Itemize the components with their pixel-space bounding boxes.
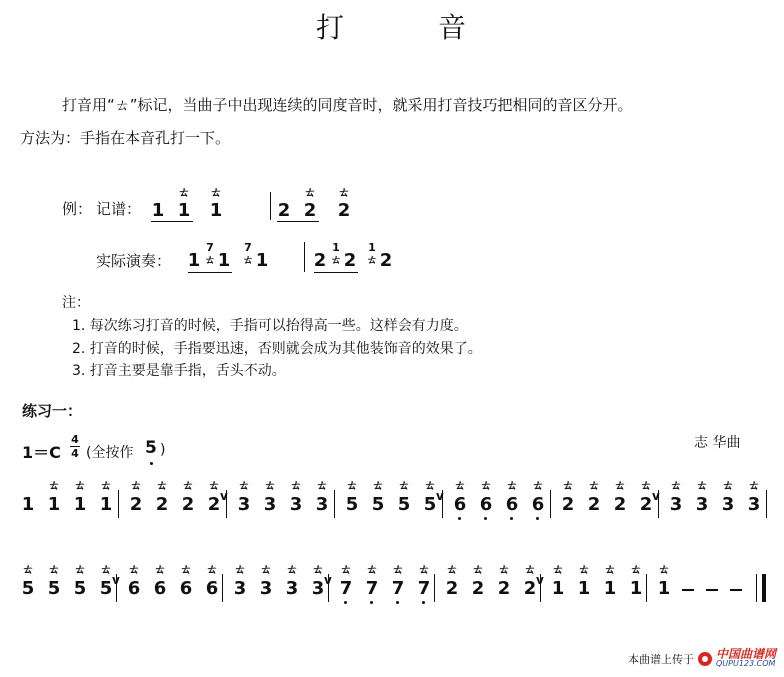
da-mark: ㄊ [47, 562, 60, 576]
score-note: 5 [397, 494, 411, 515]
bar-line [116, 574, 117, 602]
da-mark: ㄊ [613, 478, 626, 492]
da-mark: ㄊ [639, 478, 652, 492]
example-label: 例： [62, 200, 93, 218]
da-mark: ㄊ [177, 185, 190, 199]
score-note: 2 [497, 578, 511, 599]
actual-label: 实际演奏： [96, 252, 172, 270]
da-mark: ㄊ [505, 478, 518, 492]
score-note: 1 [577, 578, 591, 599]
da-mark: ㄊ [453, 478, 466, 492]
score-note: 3 [289, 494, 303, 515]
score-note: 1 [99, 494, 113, 515]
low-octave-dot [396, 601, 399, 604]
bar-line [756, 574, 757, 602]
da-mark: ㄊ [99, 478, 112, 492]
fingering-prefix: (全按作 [86, 445, 134, 461]
score-note: 1 [629, 578, 643, 599]
score-note: 1 [73, 494, 87, 515]
da-mark: ㄊ [209, 185, 222, 199]
actual-note: 2 [379, 250, 393, 271]
da-mark: ㄊ [423, 478, 436, 492]
grace-mark: ㄊ [366, 253, 378, 266]
da-mark: ㄊ [73, 478, 86, 492]
fingering-note: 5 [145, 438, 157, 458]
da-mark: ㄊ [303, 185, 316, 199]
score-note: 6 [153, 578, 167, 599]
da-mark: ㄊ [561, 478, 574, 492]
score-note: 2 [155, 494, 169, 515]
da-mark: ㄊ [397, 478, 410, 492]
bar-line [540, 574, 541, 602]
score-note: 5 [73, 578, 87, 599]
da-mark: ㄊ [315, 478, 328, 492]
da-mark: ㄊ [289, 478, 302, 492]
score-note: 6 [205, 578, 219, 599]
low-octave-dot [370, 601, 373, 604]
score-note: 5 [371, 494, 385, 515]
grace-note: 7 [206, 241, 214, 254]
final-bar [762, 574, 766, 602]
actual-note: 1 [255, 250, 269, 271]
da-mark: ㄊ [337, 185, 350, 199]
score-note: 1 [657, 578, 671, 599]
da-mark: ㄊ [531, 478, 544, 492]
score-note: 6 [179, 578, 193, 599]
da-mark: ㄊ [523, 562, 536, 576]
score-note: 1 [551, 578, 565, 599]
breath-mark: v [436, 489, 444, 503]
da-mark: ㄊ [497, 562, 510, 576]
bar-line [442, 490, 443, 518]
actual-note: 1 [217, 250, 231, 271]
score-note: 2 [587, 494, 601, 515]
score-note: 3 [285, 578, 299, 599]
low-octave-dot [422, 601, 425, 604]
grace-note: 7 [244, 241, 252, 254]
key-signature: 1＝C [22, 443, 61, 462]
title-part-1: 打 [315, 11, 346, 44]
score-note: 7 [391, 578, 405, 599]
page-title [0, 6, 784, 46]
bar-line [118, 490, 119, 518]
score-note: 1 [47, 494, 61, 515]
da-mark: ㄊ [577, 562, 590, 576]
da-mark: ㄊ [205, 562, 218, 576]
da-mark: ㄊ [471, 562, 484, 576]
da-mark: ㄊ [73, 562, 86, 576]
dash [682, 589, 694, 591]
notation-note: 1 [177, 200, 191, 221]
da-mark: ㄊ [259, 562, 272, 576]
da-mark: ㄊ [339, 562, 352, 576]
score-note: 1 [21, 494, 35, 515]
da-mark: ㄊ [445, 562, 458, 576]
score-note: 2 [207, 494, 221, 515]
bar-line [222, 574, 223, 602]
da-mark: ㄊ [603, 562, 616, 576]
underline [314, 272, 358, 273]
score-note: 2 [561, 494, 575, 515]
score-note: 3 [669, 494, 683, 515]
da-mark: ㄊ [371, 478, 384, 492]
score-note: 3 [259, 578, 273, 599]
da-mark: ㄊ [179, 562, 192, 576]
actual-note: 1 [187, 250, 201, 271]
fingering-suffix: ) [160, 442, 166, 458]
intro-line-1: 打音用“ㄊ”标记，当曲子中出现连续的同度音时，就采用打音技巧把相同的音区分开。 [62, 96, 633, 114]
title-part-2: 音 [438, 11, 469, 44]
da-mark: ㄊ [181, 478, 194, 492]
low-octave-dot [510, 517, 513, 520]
bar-line [766, 490, 767, 518]
score-note: 6 [531, 494, 545, 515]
score-note: 3 [695, 494, 709, 515]
score-note: 7 [417, 578, 431, 599]
score-note: 3 [233, 578, 247, 599]
grace-mark: ㄊ [242, 253, 254, 266]
bar-line [334, 490, 335, 518]
da-mark: ㄊ [21, 562, 34, 576]
da-mark: ㄊ [237, 478, 250, 492]
da-mark: ㄊ [721, 478, 734, 492]
site-name[interactable]: 中国曲谱网 [715, 647, 776, 661]
da-mark: ㄊ [669, 478, 682, 492]
da-mark: ㄊ [127, 562, 140, 576]
da-mark: ㄊ [747, 478, 760, 492]
underline [188, 272, 232, 273]
score-note: 3 [315, 494, 329, 515]
bar-line [550, 490, 551, 518]
breath-mark: v [652, 489, 660, 503]
note-item-2: 2. 打音的时候，手指要迅速，否则就会成为其他装饰音的效果了。 [72, 341, 482, 357]
da-mark: ㄊ [233, 562, 246, 576]
score-note: 3 [311, 578, 325, 599]
notation-note: 2 [277, 200, 291, 221]
da-mark: ㄊ [155, 478, 168, 492]
score-note: 2 [445, 578, 459, 599]
score-note: 2 [639, 494, 653, 515]
underline [277, 221, 319, 222]
score-note: 7 [339, 578, 353, 599]
time-top: 4 [71, 433, 79, 446]
notation-label: 记谱： [96, 200, 142, 218]
score-note: 5 [21, 578, 35, 599]
note-item-3: 3. 打音主要是靠手指，舌头不动。 [72, 363, 286, 379]
fingering-low-dot [150, 462, 153, 465]
dash [706, 589, 718, 591]
score-note: 6 [505, 494, 519, 515]
grace-note: 1 [368, 241, 376, 254]
breath-mark: v [324, 573, 332, 587]
grace-mark: ㄊ [204, 253, 216, 266]
da-mark: ㄊ [129, 478, 142, 492]
da-mark: ㄊ [657, 562, 670, 576]
da-mark: ㄊ [629, 562, 642, 576]
exercise-heading: 练习一： [22, 402, 83, 420]
score-note: 5 [423, 494, 437, 515]
time-signature [70, 434, 80, 459]
da-mark: ㄊ [695, 478, 708, 492]
da-mark: ㄊ [365, 562, 378, 576]
da-mark: ㄊ [551, 562, 564, 576]
score-note: 7 [365, 578, 379, 599]
breath-mark: v [536, 573, 544, 587]
bar-line [328, 574, 329, 602]
notes-heading: 注： [62, 295, 90, 311]
da-mark: ㄊ [311, 562, 324, 576]
score-note: 6 [127, 578, 141, 599]
breath-mark: v [112, 573, 120, 587]
breath-mark: v [220, 489, 228, 503]
score-note: 5 [99, 578, 113, 599]
da-mark: ㄊ [479, 478, 492, 492]
low-octave-dot [536, 517, 539, 520]
notation-note: 1 [151, 200, 165, 221]
da-mark: ㄊ [47, 478, 60, 492]
underline [151, 221, 193, 222]
da-mark: ㄊ [417, 562, 430, 576]
composer: 志 华曲 [694, 435, 741, 451]
actual-note: 2 [343, 250, 357, 271]
score-note: 2 [181, 494, 195, 515]
bar-line [434, 574, 435, 602]
note-item-1: 1. 每次练习打音的时候，手指可以抬得高一些。这样会有力度。 [72, 318, 468, 334]
dash [730, 589, 742, 591]
grace-note: 1 [332, 241, 340, 254]
time-bottom: 4 [71, 447, 79, 460]
da-mark: ㄊ [587, 478, 600, 492]
bar-line [270, 192, 271, 220]
score-note: 3 [721, 494, 735, 515]
intro-line-2: 方法为：手指在本音孔打一下。 [20, 129, 231, 147]
score-note: 2 [471, 578, 485, 599]
grace-mark: ㄊ [330, 253, 342, 266]
notation-note: 2 [303, 200, 317, 221]
da-mark: ㄊ [391, 562, 404, 576]
low-octave-dot [458, 517, 461, 520]
footer [628, 649, 776, 669]
footer-uploaded-text: 本曲谱上传于 [627, 653, 694, 666]
bar-line [304, 242, 305, 272]
low-octave-dot [484, 517, 487, 520]
bar-line [226, 490, 227, 518]
score-note: 2 [129, 494, 143, 515]
da-mark: ㄊ [153, 562, 166, 576]
da-mark: ㄊ [285, 562, 298, 576]
da-mark: ㄊ [99, 562, 112, 576]
score-note: 5 [47, 578, 61, 599]
bar-line [658, 490, 659, 518]
da-mark: ㄊ [345, 478, 358, 492]
actual-note: 2 [313, 250, 327, 271]
da-mark: ㄊ [263, 478, 276, 492]
low-octave-dot [344, 601, 347, 604]
score-note: 3 [747, 494, 761, 515]
score-note: 3 [263, 494, 277, 515]
score-note: 2 [613, 494, 627, 515]
notation-note: 1 [209, 200, 223, 221]
score-note: 6 [479, 494, 493, 515]
site-logo-icon [698, 652, 712, 666]
score-note: 1 [603, 578, 617, 599]
site-sub: QUPU123.COM [715, 659, 776, 668]
notation-note: 2 [337, 200, 351, 221]
score-note: 2 [523, 578, 537, 599]
score-note: 3 [237, 494, 251, 515]
score-note: 6 [453, 494, 467, 515]
da-mark: ㄊ [207, 478, 220, 492]
bar-line [646, 574, 647, 602]
score-note: 5 [345, 494, 359, 515]
